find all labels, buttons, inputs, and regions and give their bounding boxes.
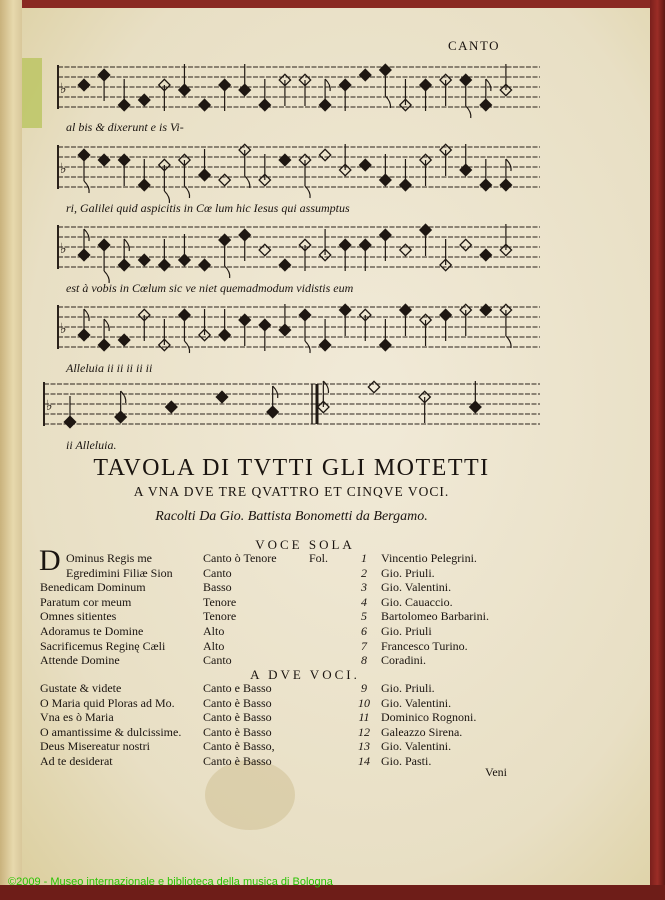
motet-title: Egredimini Filiæ Sion	[66, 565, 173, 580]
motet-number: 5	[361, 609, 367, 624]
motet-voices: Canto	[203, 565, 232, 580]
motet-composer: Gio. Cauaccio.	[381, 594, 453, 609]
motet-voices: Canto è Basso	[203, 710, 272, 725]
motet-composer: Gio. Priuli.	[381, 565, 435, 580]
motet-title: Attende Domine	[40, 653, 120, 668]
motet-voices: Canto	[203, 653, 232, 668]
motet-voices: Alto	[203, 638, 225, 653]
motet-composer: Francesco Turino.	[381, 638, 468, 653]
motet-voices: Canto è Basso	[203, 695, 272, 710]
motet-composer: Gio. Pasti.	[381, 754, 432, 768]
lyric-system-4: Alleluia ii ii ii ii ii	[66, 361, 153, 375]
motet-title: Omnes sitientes	[40, 609, 117, 624]
svg-text:♭: ♭	[60, 241, 67, 257]
motet-voices: Canto ò Tenore	[203, 551, 277, 565]
motet-title: Ad te desiderat	[40, 754, 113, 768]
motet-number: 9	[361, 681, 367, 695]
motet-title: O Maria quid Ploras ad Mo.	[40, 695, 175, 710]
motet-number: 4	[361, 594, 367, 609]
motet-voices: Alto	[203, 624, 225, 638]
section-heading: VOCE SOLA	[255, 537, 355, 552]
motet-number: 8	[361, 653, 367, 668]
motet-number: 2	[361, 565, 367, 580]
svg-text:♭: ♭	[60, 81, 67, 97]
motet-title: Gustate & videte	[40, 681, 122, 695]
motet-title: Benedicam Dominum	[40, 580, 146, 595]
running-head: CANTO	[448, 38, 501, 53]
motet-number: 12	[358, 724, 370, 739]
motet-number: 14	[358, 754, 370, 768]
catchword: Veni	[485, 765, 507, 779]
motet-composer: Bartolomeo Barbarini.	[381, 609, 489, 624]
motet-voices: Canto è Basso	[203, 724, 272, 739]
motet-title: O amantissime & dulcissime.	[40, 724, 182, 739]
motet-number: 11	[358, 710, 370, 725]
motet-voices: Canto e Basso	[203, 681, 272, 695]
motet-composer: Gio. Valentini.	[381, 580, 452, 595]
motet-composer: Dominico Rognoni.	[381, 710, 477, 725]
motet-composer: Coradini.	[381, 653, 426, 668]
motet-voices: Canto è Basso	[203, 754, 272, 768]
page-title: TAVOLA DI TVTTI GLI MOTETTI	[93, 455, 490, 481]
svg-text:♭: ♭	[60, 321, 67, 337]
motet-title: Deus Misereatur nostri	[40, 739, 150, 754]
motet-composer: Vincentio Pelegrini.	[381, 551, 477, 565]
folio-label: Fol.	[309, 551, 329, 565]
lyric-system-5: ii Alleluia.	[66, 438, 117, 452]
drop-cap: D	[39, 544, 61, 577]
compiler-line: Racolti Da Gio. Battista Bonometti da Bergamo.	[155, 509, 428, 524]
motet-composer: Gio. Priuli.	[381, 681, 435, 695]
motet-voices: Tenore	[203, 609, 237, 624]
motet-composer: Galeazzo Sirena.	[381, 724, 463, 739]
motet-number: 6	[361, 624, 367, 638]
copyright-watermark: ©2009 - Museo internazionale e biblioteca della musica di Bologna	[8, 876, 333, 888]
motet-number: 13	[358, 739, 370, 754]
page-subtitle: A VNA DVE TRE QVATTRO ET CINQVE VOCI.	[133, 484, 450, 499]
lyric-system-2: ri, Galilei quid aspicitis in Cœ lum hic Iesus qui assumptus	[66, 201, 350, 215]
svg-text:♭: ♭	[46, 398, 53, 414]
svg-text:♭: ♭	[60, 161, 67, 177]
motet-title: Paratum cor meum	[40, 594, 132, 609]
motet-number: 10	[358, 695, 370, 710]
motet-voices: Basso	[203, 580, 232, 595]
motet-voices: Canto è Basso,	[203, 739, 275, 754]
motet-voices: Tenore	[203, 594, 237, 609]
motet-number: 3	[361, 580, 367, 595]
motet-title: Ominus Regis me	[66, 551, 152, 565]
lyric-system-1: al bis & dixerunt e is Vi-	[66, 120, 184, 134]
motet-title: Adoramus te Domine	[40, 624, 144, 638]
motet-composer: Gio. Valentini.	[381, 695, 452, 710]
section-heading: A DVE VOCI.	[250, 667, 360, 682]
motet-number: 7	[361, 638, 367, 653]
motet-composer: Gio. Priuli	[381, 624, 432, 638]
motet-title: Vna es ò Maria	[40, 710, 114, 725]
lyric-system-3: est à vobis in Cœlum sic ve niet quemadmodum vidistis eum	[66, 281, 354, 295]
motet-composer: Gio. Valentini.	[381, 739, 452, 754]
motet-title: Sacrificemus Reginę Cæli	[40, 638, 166, 653]
motet-number: 1	[361, 551, 367, 565]
